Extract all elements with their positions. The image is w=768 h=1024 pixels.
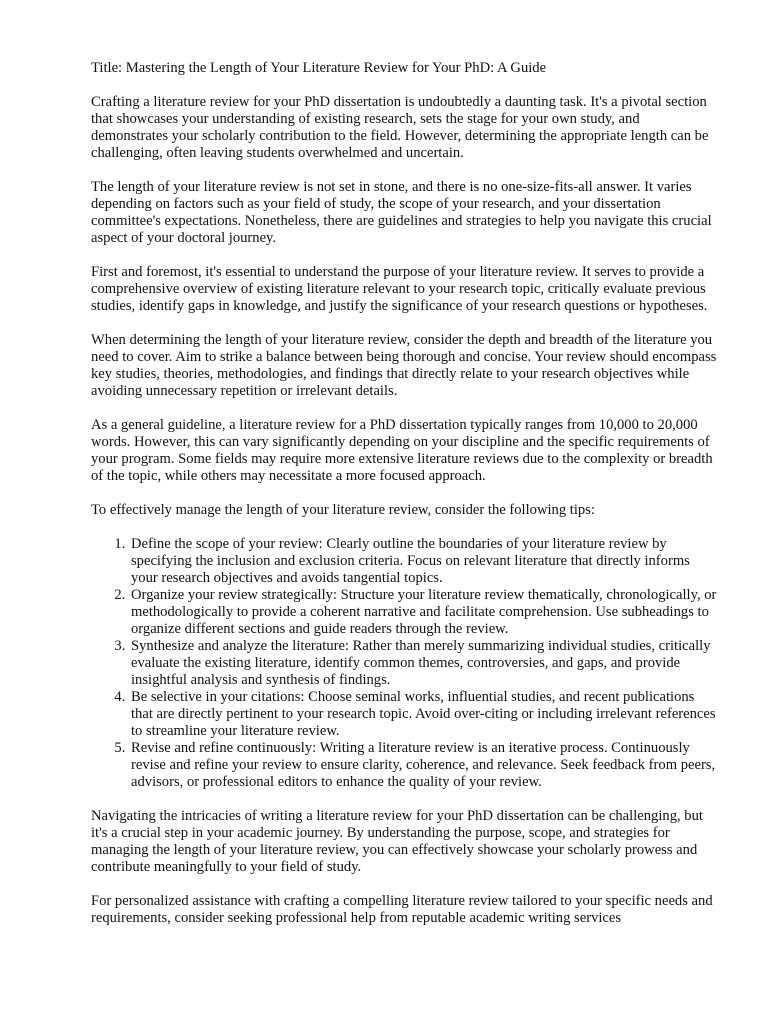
paragraph-tips-intro: To effectively manage the length of your literature review, consider the following tips: [91, 502, 595, 518]
list-item: 3. Synthesize and analyze the literature: Rather than merely summarizing individual studies, critically evaluate the existing literature, identify common themes, controversies, and gaps, and provide insightful analysis and synthesis of findings. [129, 638, 718, 689]
document-title: Title: Mastering the Length of Your Literature Review for Your PhD: A Guide [91, 60, 547, 76]
paragraph-guideline: As a general guideline, a literature review for a PhD dissertation typically ranges from 10,000 to 20,000 words. However, this can vary significantly depending on your discipline and the specific requirements of your program. Some fields may require more extensive literature reviews due to the complexity or breadth of the topic, while others may necessitate a more focused approach. [91, 417, 713, 484]
paragraph-depth-breadth: When determining the length of your literature review, consider the depth and breadth of the literature you need to cover. Aim to strike a balance between being thorough and concise. Your review should encompass key studies, theories, methodologies, and findings that directly relate to your research objectives while avoiding unnecessary repetition or irrelevant details. [91, 332, 717, 399]
list-item: 5. Revise and refine continuously: Writing a literature review is an iterative process. Continuously revise and refine your review to ensure clarity, coherence, and relevance. Seek feedback from peers, advisors, or professional editors to enhance the quality of your review. [129, 740, 718, 791]
paragraph-purpose: First and foremost, it's essential to understand the purpose of your literature review. It serves to provide a comprehensive overview of existing literature relevant to your research topic, critically evaluate previous studies, identify gaps in knowledge, and justify the significance of your research questions or hypotheses. [91, 264, 708, 314]
list-item: 2. Organize your review strategically: Structure your literature review thematically, chronologically, or methodologically to provide a coherent narrative and facilitate comprehension. Use subheadings to organize different sections and guide readers through the review. [129, 587, 718, 638]
paragraph-conclusion: Navigating the intricacies of writing a literature review for your PhD dissertation can be challenging, but it's a crucial step in your academic journey. By understanding the purpose, scope, and strategies for managing the length of your literature review, you can effectively showcase your scholarly prowess and contribute meaningfully to your field of study. [91, 808, 703, 875]
paragraph-assistance: For personalized assistance with crafting a compelling literature review tailored to your specific needs and requirements, consider seeking professional help from reputable academic writing services [91, 893, 713, 926]
tips-list [91, 536, 718, 791]
list-item: 1. Define the scope of your review: Clearly outline the boundaries of your literature review by specifying the inclusion and exclusion criteria. Focus on relevant literature that directly informs your research objectives and avoids tangential topics. [129, 536, 718, 587]
paragraph-length-varies: The length of your literature review is not set in stone, and there is no one-size-fits-all answer. It varies depending on factors such as your field of study, the scope of your research, and your dissertation committee's expectations. Nonetheless, there are guidelines and strategies to help you navigate this crucial aspect of your doctoral journey. [91, 179, 712, 246]
list-item: 4. Be selective in your citations: Choose seminal works, influential studies, and recent publications that are directly pertinent to your research topic. Avoid over-citing or including irrelevant references to streamline your literature review. [129, 689, 718, 740]
paragraph-intro: Crafting a literature review for your PhD dissertation is undoubtedly a daunting task. It's a pivotal section that showcases your understanding of existing research, sets the stage for your own study, and demonstrates your scholarly contribution to the field. However, determining the appropriate length can be challenging, often leaving students overwhelmed and uncertain. [91, 94, 709, 161]
